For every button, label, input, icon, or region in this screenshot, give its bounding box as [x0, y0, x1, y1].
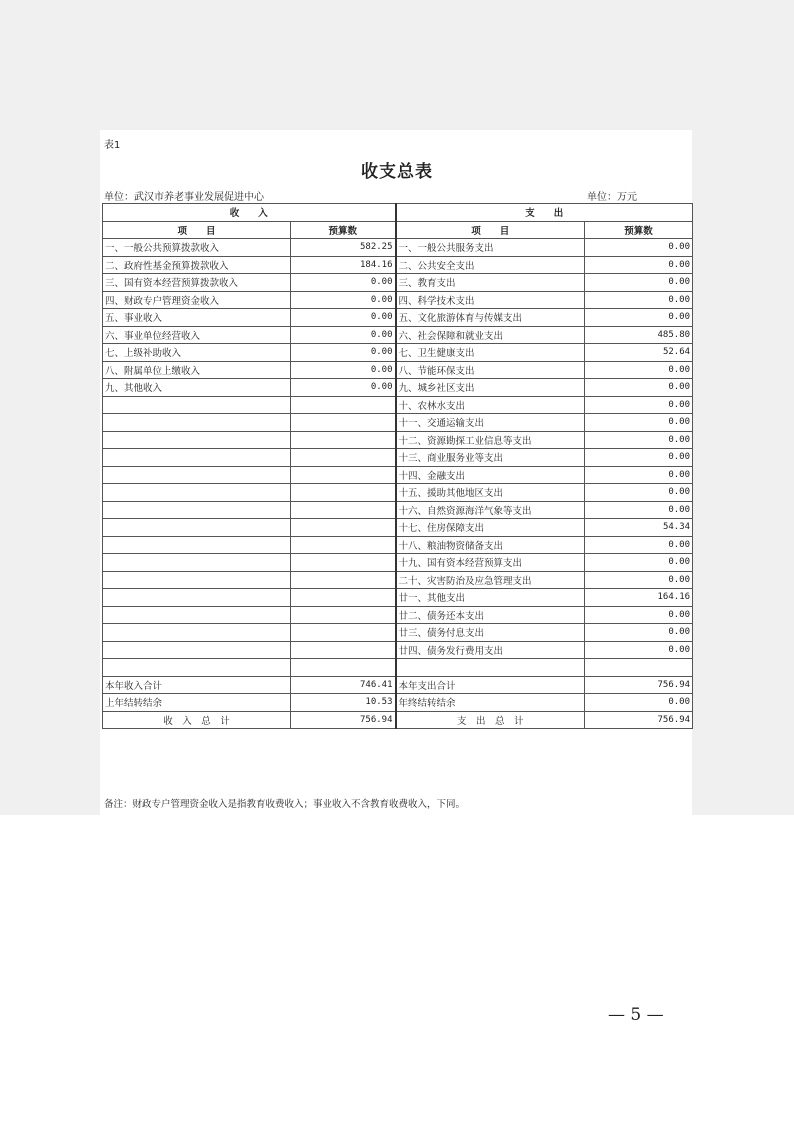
expense-amount: 0.00: [585, 606, 693, 624]
expense-carryover-label: 年终结转结余: [396, 694, 585, 712]
expense-amount: 0.00: [585, 641, 693, 659]
table-row: [103, 484, 693, 502]
income-item: [103, 554, 291, 572]
expense-amount: 52.64: [585, 344, 693, 362]
table-row: [103, 571, 693, 589]
income-item: [103, 484, 291, 502]
income-amount: [291, 431, 396, 449]
expense-item: [396, 659, 585, 677]
expense-item: 十、农林水支出: [396, 396, 585, 414]
table-row: [103, 309, 693, 327]
expense-item: 十二、资源勘探工业信息等支出: [396, 431, 585, 449]
income-item: [103, 606, 291, 624]
table-row: [103, 361, 693, 379]
income-amount: [291, 554, 396, 572]
income-grand-total-label: 收 入 总 计: [103, 711, 291, 729]
table-row: [103, 659, 693, 677]
income-item: 三、国有资本经营预算拨款收入: [103, 274, 291, 292]
income-amount: [291, 414, 396, 432]
expense-item: 十五、援助其他地区支出: [396, 484, 585, 502]
table-row: [103, 291, 693, 309]
income-item: [103, 659, 291, 677]
expense-amount: [585, 659, 693, 677]
expense-amount: 0.00: [585, 379, 693, 397]
table-row: [103, 606, 693, 624]
expense-amount: 0.00: [585, 501, 693, 519]
expense-total-label: 本年支出合计: [396, 676, 585, 694]
expense-amount: 0.00: [585, 624, 693, 642]
income-amount-col-header: 预算数: [291, 221, 396, 239]
expense-item: 廿四、债务发行费用支出: [396, 641, 585, 659]
income-amount: 0.00: [291, 326, 396, 344]
total-row: [103, 676, 693, 694]
income-amount: 184.16: [291, 256, 396, 274]
page-title: 收支总表: [361, 162, 433, 182]
income-amount: 0.00: [291, 291, 396, 309]
expense-amount: 0.00: [585, 309, 693, 327]
expense-amount: 0.00: [585, 431, 693, 449]
table-row: [103, 641, 693, 659]
table-row: [103, 501, 693, 519]
income-item-col-header: 项 目: [103, 221, 291, 239]
income-amount: 0.00: [291, 379, 396, 397]
income-item: [103, 589, 291, 607]
carryover-row: [103, 694, 693, 712]
income-item: [103, 449, 291, 467]
income-item: [103, 536, 291, 554]
income-item: [103, 431, 291, 449]
scan-margin-left: [0, 0, 100, 815]
expense-item: 十一、交通运输支出: [396, 414, 585, 432]
table-row: [103, 519, 693, 537]
income-item: 一、一般公共预算拨款收入: [103, 239, 291, 257]
expense-amount: 0.00: [585, 466, 693, 484]
table-row: [103, 589, 693, 607]
table-row: [103, 256, 693, 274]
expense-amount: 0.00: [585, 449, 693, 467]
income-carryover-label: 上年结转结余: [103, 694, 291, 712]
income-carryover-amount: 10.53: [291, 694, 396, 712]
expense-grand-total-amount: 756.94: [585, 711, 693, 729]
income-item: [103, 414, 291, 432]
column-header-row: [103, 221, 693, 239]
income-item: [103, 624, 291, 642]
unit-currency: 单位：万元: [587, 192, 637, 203]
table-row: [103, 431, 693, 449]
income-amount: [291, 536, 396, 554]
expense-amount: 485.80: [585, 326, 693, 344]
income-item: [103, 641, 291, 659]
income-item: [103, 501, 291, 519]
table-row: [103, 554, 693, 572]
expense-carryover-amount: 0.00: [585, 694, 693, 712]
income-section-header: 收 入: [103, 204, 396, 222]
expense-item: 十三、商业服务业等支出: [396, 449, 585, 467]
expense-amount: 0.00: [585, 274, 693, 292]
income-amount: [291, 449, 396, 467]
income-amount: [291, 589, 396, 607]
page-footer-area: [0, 815, 794, 1123]
income-amount: [291, 624, 396, 642]
expense-item: 十七、住房保障支出: [396, 519, 585, 537]
expense-item-col-header: 项 目: [396, 221, 585, 239]
unit-organization: 单位：武汉市养老事业发展促进中心: [104, 192, 264, 203]
income-amount: [291, 641, 396, 659]
expense-item: 十八、粮油物资储备支出: [396, 536, 585, 554]
income-amount: [291, 606, 396, 624]
table-row: [103, 536, 693, 554]
expense-item: 六、社会保障和就业支出: [396, 326, 585, 344]
income-amount: [291, 501, 396, 519]
income-amount: 582.25: [291, 239, 396, 257]
expense-item: 五、文化旅游体育与传媒支出: [396, 309, 585, 327]
income-item: [103, 466, 291, 484]
section-header-row: [103, 204, 693, 222]
expense-amount: 54.34: [585, 519, 693, 537]
income-item: [103, 571, 291, 589]
income-item: 八、附属单位上缴收入: [103, 361, 291, 379]
income-item: 五、事业收入: [103, 309, 291, 327]
expense-item: 九、城乡社区支出: [396, 379, 585, 397]
expense-item: 十六、自然资源海洋气象等支出: [396, 501, 585, 519]
table-row: [103, 379, 693, 397]
grand-total-row: [103, 711, 693, 729]
table-row: [103, 326, 693, 344]
table-row: [103, 449, 693, 467]
income-item: 七、上级补助收入: [103, 344, 291, 362]
expense-item: 八、节能环保支出: [396, 361, 585, 379]
expense-amount: 0.00: [585, 239, 693, 257]
expense-item: 二、公共安全支出: [396, 256, 585, 274]
expense-item: 二十、灾害防治及应急管理支出: [396, 571, 585, 589]
expense-item: 廿二、债务还本支出: [396, 606, 585, 624]
table-row: [103, 396, 693, 414]
income-amount: [291, 519, 396, 537]
table-row: [103, 624, 693, 642]
income-item: 二、政府性基金预算拨款收入: [103, 256, 291, 274]
table-row: [103, 344, 693, 362]
expense-amount-col-header: 预算数: [585, 221, 693, 239]
income-grand-total-amount: 756.94: [291, 711, 396, 729]
income-item: [103, 519, 291, 537]
expense-amount: 0.00: [585, 291, 693, 309]
expense-amount: 0.00: [585, 571, 693, 589]
income-item: 九、其他收入: [103, 379, 291, 397]
income-total-amount: 746.41: [291, 676, 396, 694]
income-amount: [291, 484, 396, 502]
expense-amount: 0.00: [585, 536, 693, 554]
table-row: [103, 414, 693, 432]
expense-amount: 0.00: [585, 361, 693, 379]
expense-item: 十四、金融支出: [396, 466, 585, 484]
income-item: 六、事业单位经营收入: [103, 326, 291, 344]
expense-amount: 0.00: [585, 414, 693, 432]
footnote: 备注：财政专户管理资金收入是指教育收费收入；事业收入不含教育收费收入，下同。: [104, 799, 466, 810]
budget-summary-table: [102, 203, 693, 729]
table-row: [103, 274, 693, 292]
income-item: 四、财政专户管理资金收入: [103, 291, 291, 309]
expense-amount: 0.00: [585, 554, 693, 572]
scan-margin-top: [100, 0, 692, 130]
expense-amount: 0.00: [585, 396, 693, 414]
expense-item: 十九、国有资本经营预算支出: [396, 554, 585, 572]
table-row: [103, 466, 693, 484]
expense-item: 七、卫生健康支出: [396, 344, 585, 362]
expense-amount: 0.00: [585, 256, 693, 274]
income-amount: 0.00: [291, 344, 396, 362]
income-amount: [291, 396, 396, 414]
expense-amount: 0.00: [585, 484, 693, 502]
table-row: [103, 239, 693, 257]
table-label: 表1: [104, 140, 121, 151]
expense-total-amount: 756.94: [585, 676, 693, 694]
expense-section-header: 支 出: [396, 204, 693, 222]
expense-grand-total-label: 支 出 总 计: [396, 711, 585, 729]
income-amount: [291, 466, 396, 484]
income-amount: 0.00: [291, 361, 396, 379]
expense-item: 廿一、其他支出: [396, 589, 585, 607]
income-amount: 0.00: [291, 274, 396, 292]
income-amount: [291, 659, 396, 677]
expense-amount: 164.16: [585, 589, 693, 607]
income-total-label: 本年收入合计: [103, 676, 291, 694]
scan-margin-right: [692, 0, 794, 815]
page-number: — 5 —: [608, 1005, 664, 1025]
expense-item: 四、科学技术支出: [396, 291, 585, 309]
expense-item: 三、教育支出: [396, 274, 585, 292]
expense-item: 廿三、债务付息支出: [396, 624, 585, 642]
income-amount: [291, 571, 396, 589]
income-item: [103, 396, 291, 414]
expense-item: 一、一般公共服务支出: [396, 239, 585, 257]
income-amount: 0.00: [291, 309, 396, 327]
